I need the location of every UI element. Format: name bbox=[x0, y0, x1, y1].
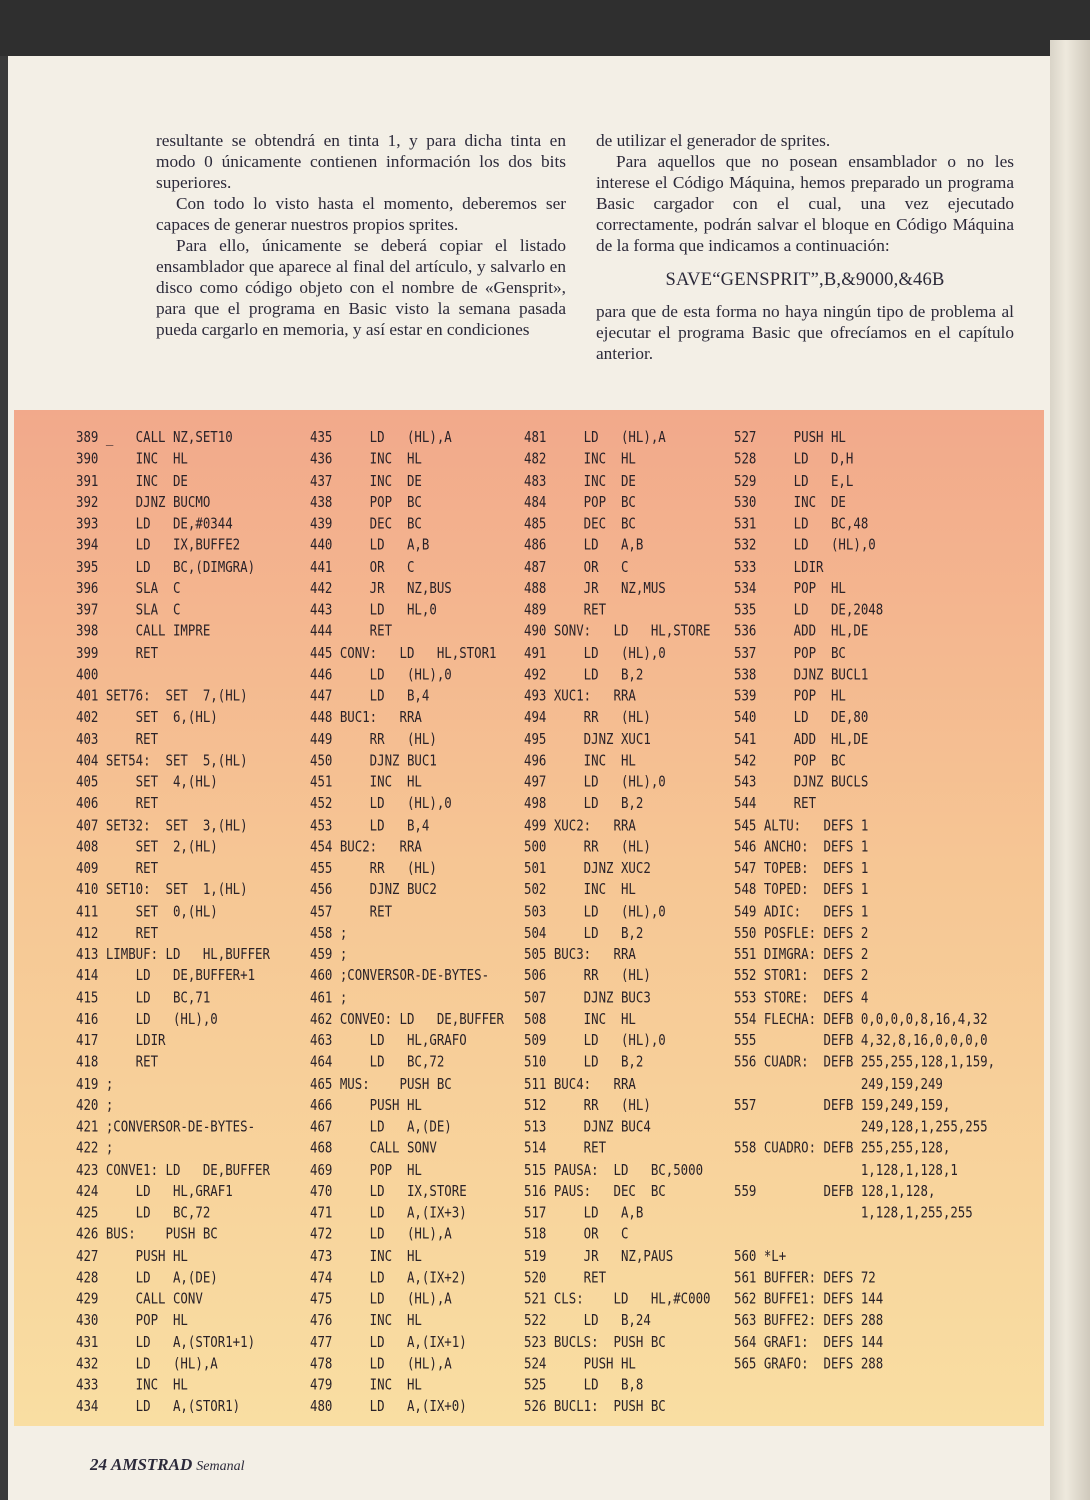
page-footer bbox=[90, 1455, 244, 1475]
code-line: 458 ; bbox=[310, 923, 348, 942]
code-line: 430 POP HL bbox=[76, 1310, 188, 1329]
code-line: 395 LD BC,(DIMGRA) bbox=[76, 557, 256, 575]
code-line: 519 JR NZ,PAUS bbox=[524, 1246, 674, 1265]
code-line: 402 SET 6,(HL) bbox=[76, 707, 218, 726]
code-line: 440 LD A,B bbox=[310, 535, 430, 554]
code-line: 404 SET54: SET 5,(HL) bbox=[76, 751, 248, 769]
code-line: 445 CONV: LD HL,STOR1 bbox=[310, 643, 497, 662]
code-line: 452 LD (HL),0 bbox=[310, 794, 452, 812]
code-line: 397 SLA C bbox=[76, 600, 181, 618]
code-line: 441 OR C bbox=[310, 557, 415, 575]
code-line: 551 DIMGRA: DEFS 2 bbox=[734, 944, 869, 963]
code-line: 448 BUC1: RRA bbox=[310, 707, 422, 726]
code-line: 420 ; bbox=[76, 1095, 114, 1114]
code-line: 516 PAUS: DEC BC bbox=[524, 1181, 666, 1200]
code-line: 527 PUSH HL bbox=[734, 428, 846, 446]
code-line: 396 SLA C bbox=[76, 578, 181, 597]
code-line: 499 XUC2: RRA bbox=[524, 815, 636, 834]
code-line: 467 LD A,(DE) bbox=[310, 1117, 452, 1135]
code-line: 414 LD DE,BUFFER+1 bbox=[76, 966, 256, 985]
listing-column-3 bbox=[524, 428, 711, 1419]
code-line: 429 CALL CONV bbox=[76, 1289, 203, 1308]
code-line: 408 SET 2,(HL) bbox=[76, 837, 218, 855]
assembler-listing bbox=[14, 410, 1044, 1426]
code-line: 514 RET bbox=[524, 1138, 607, 1157]
code-line bbox=[734, 1225, 995, 1247]
code-line: 427 PUSH HL bbox=[76, 1246, 188, 1265]
paragraph: Para ello, únicamente se deberá copiar el listado ensamblador que aparece al final del artículo, y salvarlo en disco como código objeto con el nombre de «Gensprit», para que el programa en Basic visto la semana pasada pueda cargarlo en memoria, y así estar en condiciones bbox=[156, 236, 566, 339]
code-line: 443 LD HL,0 bbox=[310, 600, 437, 618]
code-line: 433 INC HL bbox=[76, 1375, 188, 1394]
code-line: 394 LD IX,BUFFE2 bbox=[76, 535, 241, 554]
code-line: 548 TOPED: DEFS 1 bbox=[734, 880, 869, 898]
code-line: 513 DJNZ BUC4 bbox=[524, 1117, 651, 1135]
code-line: 411 SET 0,(HL) bbox=[76, 901, 218, 920]
code-line: 564 GRAF1: DEFS 144 bbox=[734, 1332, 884, 1351]
article-left-column bbox=[156, 130, 566, 340]
code-line: 493 XUC1: RRA bbox=[524, 686, 636, 705]
code-line: 506 RR (HL) bbox=[524, 966, 651, 985]
code-line: 470 LD IX,STORE bbox=[310, 1181, 467, 1200]
code-line: 490 SONV: LD HL,STORE bbox=[524, 621, 711, 640]
code-line: 504 LD B,2 bbox=[524, 923, 644, 942]
code-line: 249,159,249 bbox=[734, 1074, 943, 1092]
code-line: 532 LD (HL),0 bbox=[734, 535, 876, 554]
code-line: 482 INC HL bbox=[524, 449, 636, 468]
code-line: 401 SET76: SET 7,(HL) bbox=[76, 686, 248, 705]
magazine-name: AMSTRAD bbox=[111, 1455, 193, 1474]
code-line: 468 CALL SONV bbox=[310, 1138, 437, 1157]
code-line: 484 POP BC bbox=[524, 492, 636, 511]
code-line: 502 INC HL bbox=[524, 880, 636, 898]
code-line: 405 SET 4,(HL) bbox=[76, 772, 218, 791]
code-line: 456 DJNZ BUC2 bbox=[310, 880, 437, 898]
code-line: 444 RET bbox=[310, 621, 393, 640]
code-line: 485 DEC BC bbox=[524, 514, 636, 532]
code-line: 478 LD (HL),A bbox=[310, 1354, 452, 1372]
code-line: 403 RET bbox=[76, 729, 159, 748]
code-line: 498 LD B,2 bbox=[524, 794, 644, 812]
code-line: 392 DJNZ BUCMO bbox=[76, 492, 211, 511]
code-line: 531 LD BC,48 bbox=[734, 514, 869, 532]
code-line: 497 LD (HL),0 bbox=[524, 772, 666, 791]
code-line: 466 PUSH HL bbox=[310, 1095, 422, 1114]
code-line: 436 INC HL bbox=[310, 449, 422, 468]
code-line: 495 DJNZ XUC1 bbox=[524, 729, 651, 748]
code-line: 400 bbox=[76, 664, 99, 683]
code-line: 464 LD BC,72 bbox=[310, 1052, 445, 1071]
code-line: 439 DEC BC bbox=[310, 514, 422, 532]
code-line: 428 LD A,(DE) bbox=[76, 1267, 218, 1286]
code-line: 453 LD B,4 bbox=[310, 815, 430, 834]
code-line: 391 INC DE bbox=[76, 471, 188, 489]
code-line: 1,128,1,255,255 bbox=[734, 1203, 973, 1221]
code-line: 524 PUSH HL bbox=[524, 1354, 636, 1372]
code-line: 407 SET32: SET 3,(HL) bbox=[76, 815, 248, 834]
listing-column-4 bbox=[734, 428, 995, 1376]
paragraph: para que de esta forma no haya ningún tipo de problema al ejecutar el programa Basic que ofrecíamos en el capítulo anterior. bbox=[596, 302, 1014, 363]
code-line: 563 BUFFE2: DEFS 288 bbox=[734, 1310, 884, 1329]
code-line: 460 ;CONVERSOR-DE-BYTES- bbox=[310, 966, 490, 985]
code-line: 450 DJNZ BUC1 bbox=[310, 751, 437, 769]
code-line: 555 DEFB 4,32,8,16,0,0,0,0 bbox=[734, 1030, 988, 1049]
code-line: 421 ;CONVERSOR-DE-BYTES- bbox=[76, 1117, 256, 1135]
code-line: 481 LD (HL),A bbox=[524, 428, 666, 446]
paragraph: de utilizar el generador de sprites. bbox=[596, 131, 831, 150]
code-line: 546 ANCHO: DEFS 1 bbox=[734, 837, 869, 855]
paragraph: resultante se obtendrá en tinta 1, y para dicha tinta en modo 0 únicamente contienen información los dos bits superiores. bbox=[156, 131, 566, 192]
code-line: 473 INC HL bbox=[310, 1246, 422, 1265]
code-line: 480 LD A,(IX+0) bbox=[310, 1397, 467, 1415]
code-line: 509 LD (HL),0 bbox=[524, 1030, 666, 1049]
save-command: SAVE“GENSPRIT”,B,&9000,&46B bbox=[665, 270, 945, 290]
code-line: 459 ; bbox=[310, 944, 348, 963]
code-line: 554 FLECHA: DEFB 0,0,0,0,8,16,4,32 bbox=[734, 1009, 988, 1028]
code-line: 520 RET bbox=[524, 1267, 607, 1286]
code-line: 1,128,1,128,1 bbox=[734, 1160, 958, 1178]
listing-column-1 bbox=[76, 428, 270, 1419]
code-line: 521 CLS: LD HL,#C000 bbox=[524, 1289, 711, 1308]
code-line: 474 LD A,(IX+2) bbox=[310, 1267, 467, 1286]
code-line: 455 RR (HL) bbox=[310, 858, 437, 877]
code-line: 413 LIMBUF: LD HL,BUFFER bbox=[76, 944, 270, 963]
code-line: 523 BUCLS: PUSH BC bbox=[524, 1332, 666, 1351]
code-line: 475 LD (HL),A bbox=[310, 1289, 452, 1308]
code-line: 488 JR NZ,MUS bbox=[524, 578, 666, 597]
paragraph: Para aquellos que no posean ensamblador o no les interese el Código Máquina, hemos preparado un programa Basic cargador con el cual, una vez ejecutado correctamente, podrán salvar el bloque en Código Máquina de la forma que indicamos a continuación: bbox=[596, 152, 1014, 255]
code-line: 533 LDIR bbox=[734, 557, 824, 575]
code-line: 536 ADD HL,DE bbox=[734, 621, 869, 640]
paragraph: Con todo lo visto hasta el momento, deberemos ser capaces de generar nuestros propios sprites. bbox=[156, 194, 566, 234]
code-line: 510 LD B,2 bbox=[524, 1052, 644, 1071]
code-line: 471 LD A,(IX+3) bbox=[310, 1203, 467, 1221]
code-line: 559 DEFB 128,1,128, bbox=[734, 1181, 936, 1200]
code-line: 409 RET bbox=[76, 858, 159, 877]
code-line: 508 INC HL bbox=[524, 1009, 636, 1028]
code-line: 528 LD D,H bbox=[734, 449, 854, 468]
code-line: 494 RR (HL) bbox=[524, 707, 651, 726]
code-line: 492 LD B,2 bbox=[524, 664, 644, 683]
code-line: 530 INC DE bbox=[734, 492, 846, 511]
code-line: 526 BUCL1: PUSH BC bbox=[524, 1397, 666, 1415]
code-line: 511 BUC4: RRA bbox=[524, 1074, 636, 1092]
article-right-column bbox=[596, 130, 1014, 364]
code-line: 547 TOPEB: DEFS 1 bbox=[734, 858, 869, 877]
code-line: 419 ; bbox=[76, 1074, 114, 1092]
code-line: 500 RR (HL) bbox=[524, 837, 651, 855]
code-line: 553 STORE: DEFS 4 bbox=[734, 987, 869, 1006]
code-line: 543 DJNZ BUCLS bbox=[734, 772, 869, 791]
code-line: 424 LD HL,GRAF1 bbox=[76, 1181, 233, 1200]
code-line: 496 INC HL bbox=[524, 751, 636, 769]
code-line: 538 DJNZ BUCL1 bbox=[734, 664, 869, 683]
code-line: 522 LD B,24 bbox=[524, 1310, 651, 1329]
code-line: 479 INC HL bbox=[310, 1375, 422, 1394]
code-line: 549 ADIC: DEFS 1 bbox=[734, 901, 869, 920]
code-line: 537 POP BC bbox=[734, 643, 846, 662]
code-line: 565 GRAFO: DEFS 288 bbox=[734, 1354, 884, 1372]
code-line: 525 LD B,8 bbox=[524, 1375, 644, 1394]
code-line: 249,128,1,255,255 bbox=[734, 1117, 988, 1135]
code-line: 410 SET10: SET 1,(HL) bbox=[76, 880, 248, 898]
code-line: 418 RET bbox=[76, 1052, 159, 1071]
code-line: 507 DJNZ BUC3 bbox=[524, 987, 651, 1006]
code-line: 454 BUC2: RRA bbox=[310, 837, 422, 855]
code-line: 552 STOR1: DEFS 2 bbox=[734, 966, 869, 985]
page-fold-shadow bbox=[1050, 40, 1090, 1500]
code-line: 434 LD A,(STOR1) bbox=[76, 1397, 241, 1415]
code-line: 463 LD HL,GRAFO bbox=[310, 1030, 467, 1049]
code-line: 501 DJNZ XUC2 bbox=[524, 858, 651, 877]
code-line: 417 LDIR bbox=[76, 1030, 166, 1049]
code-line: 512 RR (HL) bbox=[524, 1095, 651, 1114]
code-line: 505 BUC3: RRA bbox=[524, 944, 636, 963]
code-line: 432 LD (HL),A bbox=[76, 1354, 218, 1372]
code-line: 431 LD A,(STOR1+1) bbox=[76, 1332, 256, 1351]
code-line: 442 JR NZ,BUS bbox=[310, 578, 452, 597]
code-line: 542 POP BC bbox=[734, 751, 846, 769]
code-line: 529 LD E,L bbox=[734, 471, 854, 489]
code-line: 451 INC HL bbox=[310, 772, 422, 791]
code-line: 412 RET bbox=[76, 923, 159, 942]
code-line: 560 *L+ bbox=[734, 1246, 787, 1265]
code-line: 487 OR C bbox=[524, 557, 629, 575]
code-line: 561 BUFFER: DEFS 72 bbox=[734, 1267, 876, 1286]
code-line: 393 LD DE,#0344 bbox=[76, 514, 233, 532]
code-line: 465 MUS: PUSH BC bbox=[310, 1074, 452, 1092]
code-line: 535 LD DE,2048 bbox=[734, 600, 884, 618]
code-line: 562 BUFFE1: DEFS 144 bbox=[734, 1289, 884, 1308]
code-line: 544 RET bbox=[734, 794, 817, 812]
code-line: 517 LD A,B bbox=[524, 1203, 644, 1221]
code-line: 518 OR C bbox=[524, 1224, 629, 1243]
code-line: 389 _ CALL NZ,SET10 bbox=[76, 428, 233, 446]
code-line: 406 RET bbox=[76, 794, 159, 812]
code-line: 447 LD B,4 bbox=[310, 686, 430, 705]
code-line: 477 LD A,(IX+1) bbox=[310, 1332, 467, 1351]
code-line: 515 PAUSA: LD BC,5000 bbox=[524, 1160, 704, 1178]
code-line: 558 CUADRO: DEFB 255,255,128, bbox=[734, 1138, 951, 1157]
code-line: 469 POP HL bbox=[310, 1160, 422, 1178]
code-line: 541 ADD HL,DE bbox=[734, 729, 869, 748]
code-line: 422 ; bbox=[76, 1138, 114, 1157]
code-line: 416 LD (HL),0 bbox=[76, 1009, 218, 1028]
code-line: 398 CALL IMPRE bbox=[76, 621, 211, 640]
page-number: 24 bbox=[90, 1455, 107, 1474]
code-line: 472 LD (HL),A bbox=[310, 1224, 452, 1243]
code-line: 557 DEFB 159,249,159, bbox=[734, 1095, 951, 1114]
code-line: 435 LD (HL),A bbox=[310, 428, 452, 446]
code-line: 425 LD BC,72 bbox=[76, 1203, 211, 1221]
code-line: 489 RET bbox=[524, 600, 607, 618]
code-line: 415 LD BC,71 bbox=[76, 987, 211, 1006]
code-line: 556 CUADR: DEFB 255,255,128,1,159, bbox=[734, 1052, 996, 1071]
code-line: 457 RET bbox=[310, 901, 393, 920]
code-line: 399 RET bbox=[76, 643, 159, 662]
listing-column-2 bbox=[310, 428, 504, 1419]
code-line: 461 ; bbox=[310, 987, 348, 1006]
code-line: 503 LD (HL),0 bbox=[524, 901, 666, 920]
code-line: 426 BUS: PUSH BC bbox=[76, 1224, 218, 1243]
code-line: 483 INC DE bbox=[524, 471, 636, 489]
code-line: 534 POP HL bbox=[734, 578, 846, 597]
code-line: 545 ALTU: DEFS 1 bbox=[734, 815, 869, 834]
code-line: 449 RR (HL) bbox=[310, 729, 437, 748]
code-line: 446 LD (HL),0 bbox=[310, 664, 452, 683]
code-line: 550 POSFLE: DEFS 2 bbox=[734, 923, 869, 942]
code-line: 390 INC HL bbox=[76, 449, 188, 468]
magazine-subtitle: Semanal bbox=[196, 1459, 245, 1474]
code-line: 423 CONVE1: LD DE,BUFFER bbox=[76, 1160, 270, 1178]
code-line: 437 INC DE bbox=[310, 471, 422, 489]
code-line: 539 POP HL bbox=[734, 686, 846, 705]
code-line: 476 INC HL bbox=[310, 1310, 422, 1329]
code-line: 462 CONVEO: LD DE,BUFFER bbox=[310, 1009, 504, 1028]
scan-background bbox=[0, 0, 1090, 56]
code-line: 540 LD DE,80 bbox=[734, 707, 869, 726]
code-line: 438 POP BC bbox=[310, 492, 422, 511]
code-line: 486 LD A,B bbox=[524, 535, 644, 554]
code-line: 491 LD (HL),0 bbox=[524, 643, 666, 662]
